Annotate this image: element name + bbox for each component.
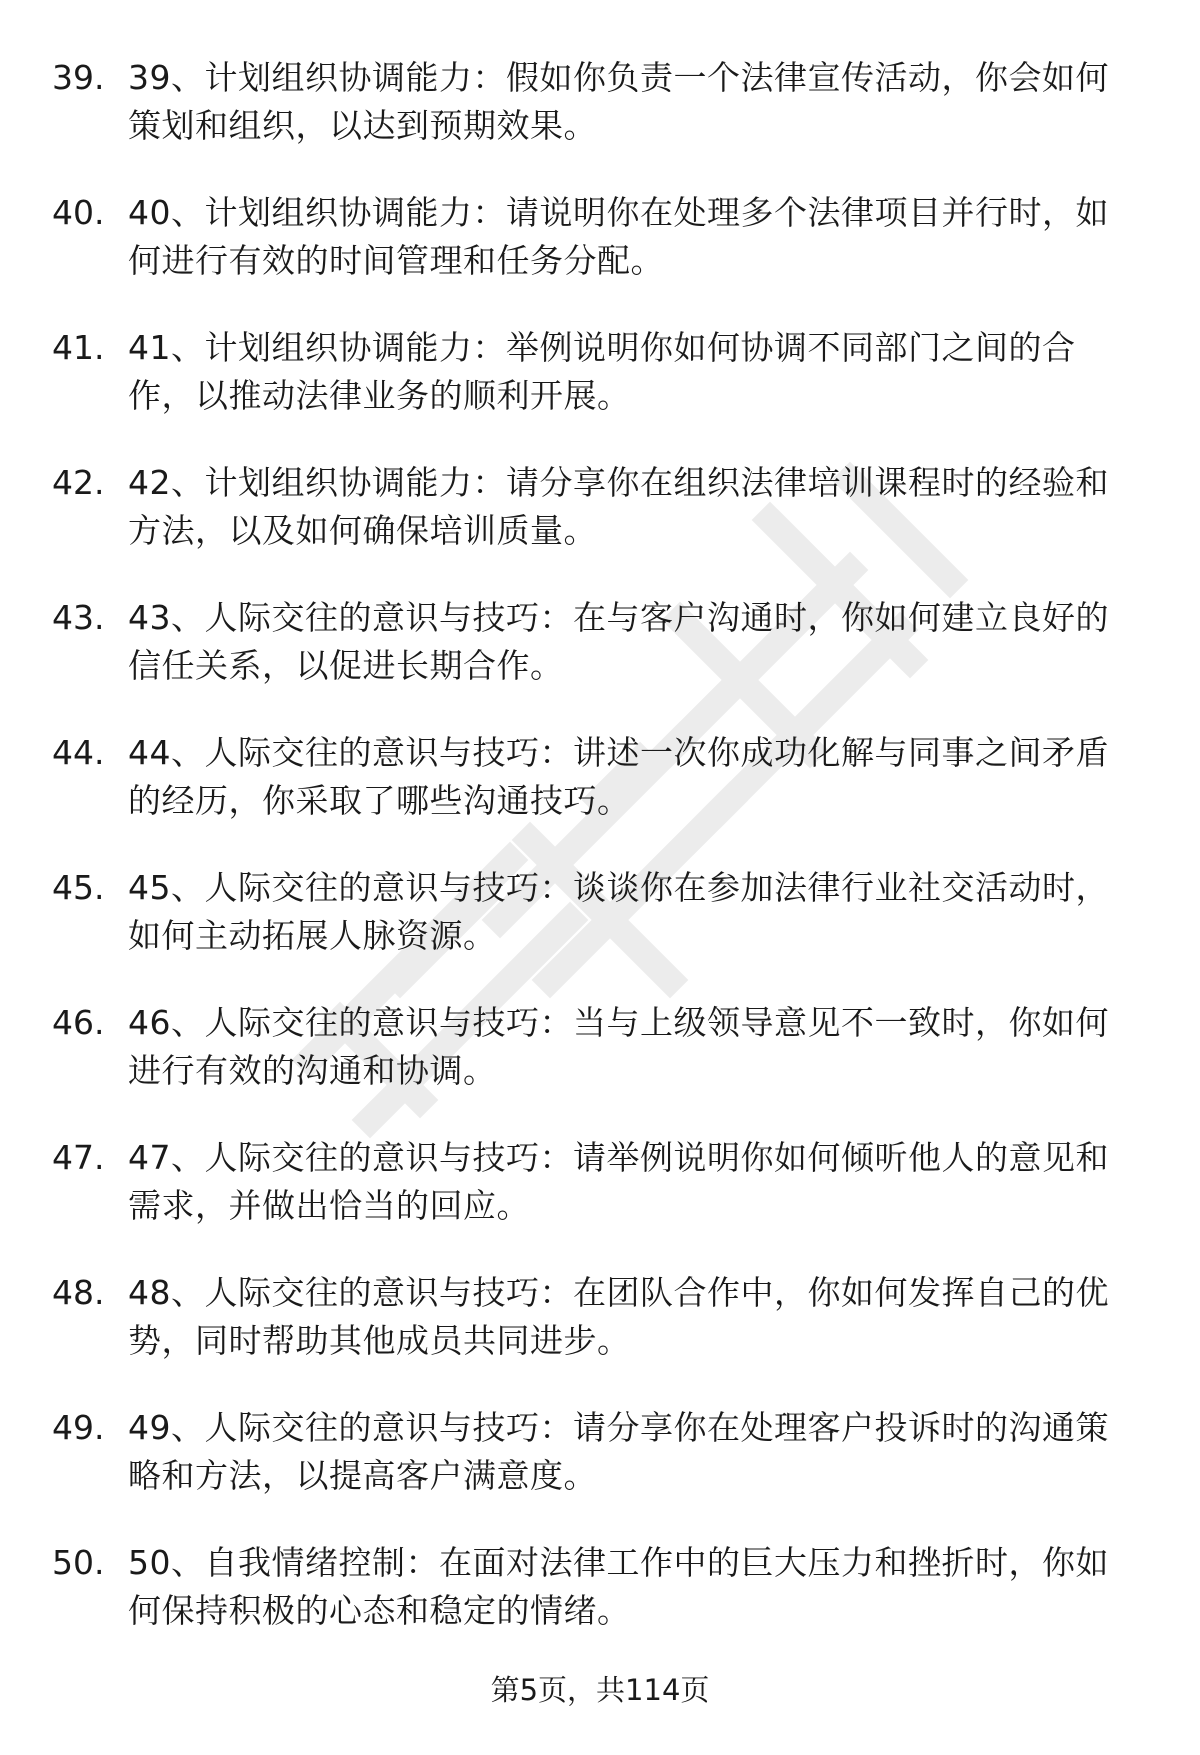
question-number: 49. xyxy=(52,1408,105,1447)
question-text: 48、人际交往的意识与技巧：在团队合作中，你如何发挥自己的优势，同时帮助其他成员共同进步。 xyxy=(128,1273,1109,1360)
question-item xyxy=(0,594,1200,729)
question-item xyxy=(0,999,1200,1134)
question-number: 47. xyxy=(52,1138,105,1177)
question-item xyxy=(0,189,1200,324)
page-footer: 第5页，共114页 xyxy=(490,1673,710,1707)
question-number: 41. xyxy=(52,328,105,367)
question-item xyxy=(0,1539,1200,1674)
question-number: 39. xyxy=(52,58,105,97)
question-list xyxy=(0,54,1200,1674)
question-number: 44. xyxy=(52,733,105,772)
question-text: 43、人际交往的意识与技巧：在与客户沟通时，你如何建立良好的信任关系，以促进长期合作。 xyxy=(128,598,1109,685)
question-text: 41、计划组织协调能力：举例说明你如何协调不同部门之间的合作，以推动法律业务的顺利开展。 xyxy=(128,328,1076,415)
question-text: 39、计划组织协调能力：假如你负责一个法律宣传活动，你会如何策划和组织，以达到预期效果。 xyxy=(128,58,1109,145)
question-text: 45、人际交往的意识与技巧：谈谈你在参加法律行业社交活动时，如何主动拓展人脉资源。 xyxy=(128,868,1109,955)
question-number: 48. xyxy=(52,1273,105,1312)
question-item xyxy=(0,459,1200,594)
question-number: 46. xyxy=(52,1003,105,1042)
question-text: 44、人际交往的意识与技巧：讲述一次你成功化解与同事之间矛盾的经历，你采取了哪些沟通技巧。 xyxy=(128,733,1109,820)
question-text: 49、人际交往的意识与技巧：请分享你在处理客户投诉时的沟通策略和方法，以提高客户满意度。 xyxy=(128,1408,1109,1495)
question-item xyxy=(0,1269,1200,1404)
question-number: 40. xyxy=(52,193,105,232)
question-number: 45. xyxy=(52,868,105,907)
question-item xyxy=(0,729,1200,864)
question-item xyxy=(0,1134,1200,1269)
question-number: 43. xyxy=(52,598,105,637)
question-item xyxy=(0,324,1200,459)
question-number: 50. xyxy=(52,1543,105,1582)
question-text: 50、自我情绪控制：在面对法律工作中的巨大压力和挫折时，你如何保持积极的心态和稳定的情绪。 xyxy=(128,1543,1109,1630)
question-item xyxy=(0,54,1200,189)
question-text: 46、人际交往的意识与技巧：当与上级领导意见不一致时，你如何进行有效的沟通和协调。 xyxy=(128,1003,1109,1090)
question-text: 42、计划组织协调能力：请分享你在组织法律培训课程时的经验和方法，以及如何确保培训质量。 xyxy=(128,463,1109,550)
question-item xyxy=(0,1404,1200,1539)
question-item xyxy=(0,864,1200,999)
question-number: 42. xyxy=(52,463,105,502)
question-text: 47、人际交往的意识与技巧：请举例说明你如何倾听他人的意见和需求，并做出恰当的回应。 xyxy=(128,1138,1109,1225)
question-text: 40、计划组织协调能力：请说明你在处理多个法律项目并行时，如何进行有效的时间管理和任务分配。 xyxy=(128,193,1109,280)
